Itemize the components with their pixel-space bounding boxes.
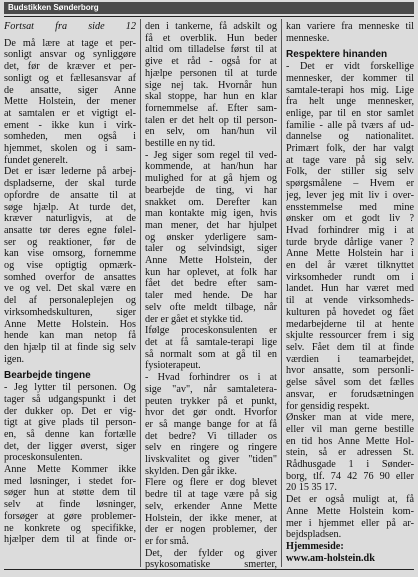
- text-line: at samtalen er et vigtigt el-: [4, 107, 136, 119]
- text-line: jeg, lever jeg mit liv i over-: [286, 189, 414, 201]
- text-line: en selv, om han/hun vil: [145, 126, 277, 138]
- text-line: gelse såvel som det fælles: [286, 377, 414, 389]
- text-line: selv. Fået dem til at finde: [286, 341, 414, 353]
- text-line: og ønsker yderligere sam-: [145, 231, 277, 243]
- article-column-1: [4, 21, 136, 569]
- text-line: Det, der fylder og giver: [145, 547, 277, 559]
- text-line: ensstemmelse med mine: [286, 201, 414, 213]
- text-line: en, så denne kan fortælle: [4, 428, 136, 440]
- text-line: snakket om. Derefter kan: [145, 196, 277, 208]
- text-line: ement - ikke kun i virk-: [4, 119, 136, 131]
- top-rule: [4, 16, 414, 17]
- text-line: - Hvad forhindrer os i at: [145, 372, 277, 384]
- text-line: fundet generelt.: [4, 154, 68, 166]
- text-line: det, før de kræver et per-: [4, 61, 136, 73]
- text-line: kun har oplevet, at folk har: [145, 266, 277, 278]
- text-line: bedre til at tage være på sig: [145, 489, 277, 501]
- text-line: hjælpe personen til at turde: [145, 67, 277, 79]
- text-line: kræver naturligvis, at de: [4, 213, 136, 225]
- text-line: Det er især lederne på arbej-: [4, 166, 136, 178]
- text-line: at tage vare på sig selv.: [286, 154, 414, 166]
- text-line: medarbejderne til at hente: [286, 318, 414, 330]
- text-line: menneske.: [286, 32, 330, 44]
- text-line: få et overblik. Hun beder: [145, 32, 277, 44]
- text-line: værdien i teamarbejdet,: [286, 353, 414, 365]
- text-line: give et råd - også for at: [145, 56, 277, 68]
- text-line: dspladserne, der skal turde: [4, 178, 136, 190]
- text-line: fornemmelse af. Efter sam-: [145, 102, 277, 114]
- text-line: bearbejde de ting, vi har: [145, 184, 277, 196]
- text-line: sige nej tak. Hvornår hun: [145, 79, 277, 91]
- text-line: skjulte ressourcer frem i sig: [286, 330, 414, 342]
- text-line: kulturen på hovedet og fået: [286, 306, 414, 318]
- text-line: kan variere fra menneske til: [286, 21, 414, 32]
- text-line: bestille en ny tid.: [145, 138, 216, 150]
- text-line: hvor ansatte, som personli-: [286, 365, 414, 377]
- text-line: - Det er vidt forskellige: [286, 61, 414, 73]
- text-line: tigt at give plads til person-: [4, 417, 136, 429]
- text-line: for gensidig respekt.: [286, 400, 370, 412]
- text-line: sonligt ansvar og synliggøre: [4, 49, 136, 61]
- text-line: er for små.: [145, 535, 189, 547]
- column-separator: [140, 19, 141, 567]
- text-line: hjemmet, skolen og i sam-: [4, 143, 136, 155]
- text-line: eller vil man gerne bestille: [286, 423, 414, 435]
- text-line: taler med hende. De har: [145, 290, 277, 302]
- text-line: Anne Mette Holstein kom-: [286, 505, 414, 517]
- text-line: Ønsker man at vide mere,: [286, 412, 414, 424]
- text-line: borg, tlf. 74 42 76 90 eller: [286, 470, 414, 482]
- text-line: del af personalepleje​n og: [4, 295, 136, 307]
- text-line: med løsninger, i stedet for-: [4, 475, 136, 487]
- text-line: - Jeg siger som regel til ved-: [145, 149, 277, 161]
- text-line: Folk, der stiller sig selv: [286, 166, 414, 178]
- text-line: sonligt og et fællesansvar af: [4, 72, 136, 84]
- text-line: der er gået et stykke tid.: [145, 313, 243, 325]
- text-line: tager så udgangspunkt i det: [4, 393, 136, 405]
- text-line: det bedre? Vi tillader os: [145, 430, 277, 442]
- text-line: De må lære at tage et per-: [4, 37, 136, 49]
- text-line: Fortsat fra side 12: [4, 21, 136, 32]
- text-line: virksomhedskulturen, siger: [4, 306, 136, 318]
- text-line: opfordre de ansatte til at: [4, 189, 136, 201]
- text-line: somheden, men også i: [4, 131, 136, 143]
- text-line: spørgsmålene – Hvem er: [286, 178, 414, 190]
- text-line: samtale-terapi hos mig. Lige: [286, 84, 414, 96]
- text-line: stein, så er adressen St.: [286, 447, 414, 459]
- article-column-3: [286, 21, 414, 569]
- text-line: søger hun at støtte dem til: [4, 487, 136, 499]
- text-line: de ansatte, siger Anne: [4, 84, 136, 96]
- text-line: bejdspladsen.: [286, 529, 342, 541]
- text-line: selv at finde løsninger,: [4, 499, 136, 511]
- text-line: igen.: [4, 353, 25, 365]
- text-line: sige "av", når samtaletera-: [145, 383, 277, 395]
- text-line: turde bryde dårlige vaner ?: [286, 236, 414, 248]
- text-line: søge hjælp. At turde det,: [4, 201, 136, 213]
- text-line: dannelse og nationalitet.: [286, 131, 414, 143]
- text-line: den i tankerne, få adskilt og: [145, 21, 277, 32]
- text-line: ansvar, er forudsætningen: [286, 388, 414, 400]
- text-line: Anne Mette Holstein, der: [145, 255, 277, 267]
- text-line: Det er også muligt at, få: [286, 494, 414, 506]
- text-line: skylden. Den går ikke.: [145, 465, 237, 477]
- text-line: selv, erkender Anne Mette: [145, 500, 277, 512]
- text-line: Anne Mette Kommer ikke: [4, 464, 136, 476]
- text-line: - Jeg lytter til personen. Og: [4, 382, 136, 394]
- text-line: psykosomatiske smerter,: [145, 559, 277, 569]
- text-line: somhed overfor de ansattes: [4, 271, 136, 283]
- text-line: mulighed for at gå hjem og: [145, 173, 277, 185]
- section-heading: Respektere hinanden: [286, 49, 388, 61]
- text-line: hende kan man netop få: [4, 330, 136, 342]
- text-line: Anne Mette Holstein har i: [286, 248, 414, 260]
- text-line: altid om tilladelse først til at: [145, 44, 277, 56]
- text-line: Primært folk, der har valgt: [286, 143, 414, 155]
- text-line: Flere og flere er dog blevet: [145, 477, 277, 489]
- text-line: ansatte tør deres egne følel-: [4, 224, 136, 236]
- text-line: til at vende virksomheds-: [286, 295, 414, 307]
- text-line: skal stoppe, har hun en klar: [145, 91, 277, 103]
- text-line: hvor det gør ondt. Hvorfor: [145, 407, 277, 419]
- text-line: ønsker om et godt liv ?: [286, 213, 414, 225]
- bottom-rule: [4, 569, 414, 570]
- text-line: man mener, det har hjulpet: [145, 219, 277, 231]
- text-line: det, der ligger øverst, siger: [4, 440, 136, 452]
- text-line: en del år været tilknyttet: [286, 260, 414, 272]
- text-line: mer i hjemmet eller på ar-: [286, 517, 414, 529]
- text-line: ve og vel. Det skal være en: [4, 283, 136, 295]
- text-line: den hjælp til at finde sig selv: [4, 341, 136, 353]
- text-line: forsøger at gøre problemer-: [4, 510, 136, 522]
- text-line: Hjemmeside:: [286, 540, 344, 552]
- text-line: hjælper dem til at finde or-: [4, 534, 136, 546]
- section-heading: Bearbejde tingene: [4, 370, 91, 382]
- text-line: Holstein, der ikke mener, at: [145, 512, 277, 524]
- text-line: taler og selvindsigt, siger: [145, 243, 277, 255]
- text-line: kommende, at han/hun har: [145, 161, 277, 173]
- text-line: mennesker, der kommer til: [286, 72, 414, 84]
- masthead: Budstikken Sønderborg: [4, 2, 414, 14]
- text-line: Mette Holstein, der mener: [4, 96, 136, 108]
- text-line: ser og reaktioner, før de: [4, 236, 136, 248]
- text-line: der er nogen problemer, der: [145, 524, 277, 536]
- text-line: enlige, par til en stor samlet: [286, 107, 414, 119]
- text-line: Ifølge proceskonsulenten er: [145, 325, 277, 337]
- text-line: det at få samtale-terapi lige: [145, 336, 277, 348]
- column-separator: [281, 19, 282, 567]
- text-line: ne konkrete og specifikke,: [4, 522, 136, 534]
- text-line: fra helt unge mennesker,: [286, 96, 414, 108]
- text-line: selv ofte meldt tilbage, når: [145, 301, 277, 313]
- text-line: Hvad forhindrer mig i at: [286, 224, 414, 236]
- text-line: så normalt som at gå til en: [145, 348, 277, 360]
- text-line: Rådhusgade 1 i Sønder-: [286, 459, 414, 471]
- text-line: virksomheder rundt om i: [286, 271, 414, 283]
- text-line: fysioterapeut.: [145, 360, 201, 372]
- text-line: Anne Mette Holstein. Hos: [4, 318, 136, 330]
- article-column-2: [145, 21, 277, 569]
- text-line: www.am-holstein.dk: [286, 552, 375, 564]
- text-line: kan vise omsorg, fornemme: [4, 248, 136, 260]
- text-line: peuten trykker på et punkt,: [145, 395, 277, 407]
- text-line: talen er det helt op til person-: [145, 114, 277, 126]
- text-line: en tid hos Anne Mette Hol-: [286, 435, 414, 447]
- text-line: man kontakte mig igen, hvis: [145, 208, 277, 220]
- text-line: og vise optigtig opmærk-: [4, 260, 136, 272]
- text-line: fået det bedre efter sam-: [145, 278, 277, 290]
- text-line: der dukker op. Det er vig-: [4, 405, 136, 417]
- text-line: er så mange bange for at få: [145, 418, 277, 430]
- text-line: proceskonsulenten.: [4, 452, 83, 464]
- text-line: landet. Hun har været med: [286, 283, 414, 295]
- text-line: livskvalitet og giver "tiden": [145, 454, 277, 466]
- text-line: familie - alle på tværs af ud-: [286, 119, 414, 131]
- text-line: 20 15 35 17.: [286, 482, 337, 494]
- text-line: selv en ringere og ringere: [145, 442, 277, 454]
